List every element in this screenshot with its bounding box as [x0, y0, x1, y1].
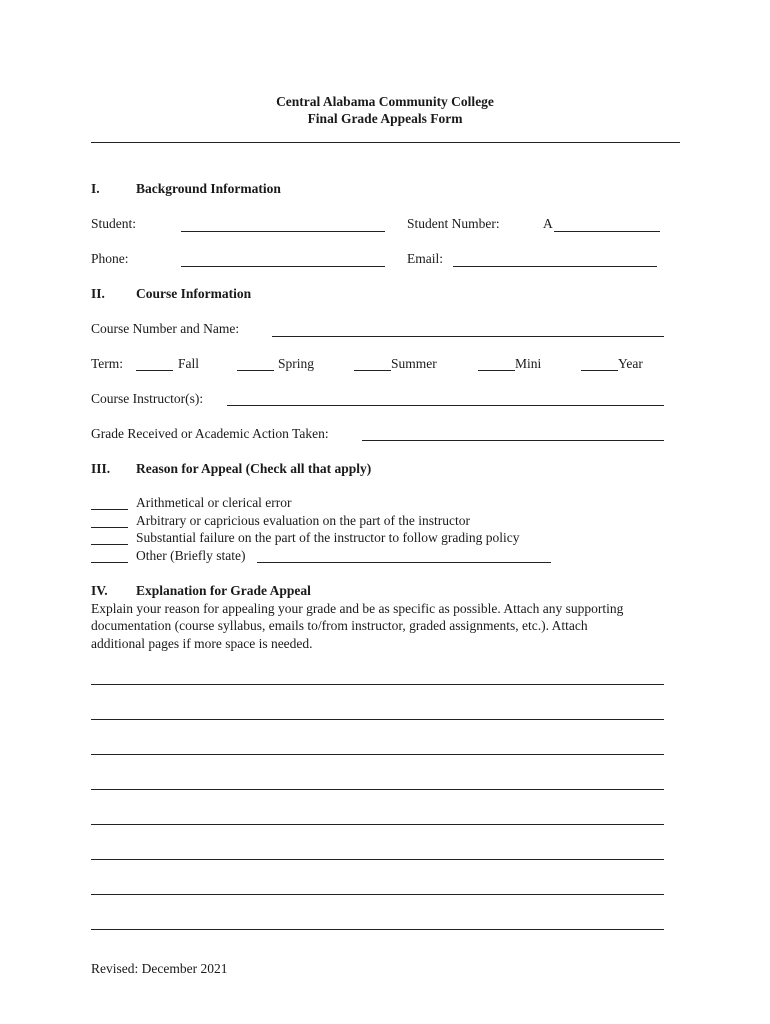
instructor-field[interactable] [227, 405, 664, 406]
term-summer-blank[interactable] [354, 370, 391, 371]
grade-label: Grade Received or Academic Action Taken: [91, 426, 329, 441]
student-number-field[interactable] [554, 231, 660, 232]
section-3-title: Reason for Appeal (Check all that apply) [136, 461, 372, 476]
explanation-line[interactable] [91, 894, 664, 895]
email-field[interactable] [453, 266, 657, 267]
phone-field[interactable] [181, 266, 385, 267]
section-4-number: IV. [91, 583, 108, 598]
section-1-number: I. [91, 181, 100, 196]
course-field[interactable] [272, 336, 664, 337]
term-label: Term: [91, 356, 124, 371]
reason-4: Other (Briefly state) [136, 548, 246, 563]
section-4-title: Explanation for Grade Appeal [136, 583, 311, 598]
term-mini-blank[interactable] [478, 370, 515, 371]
instructor-label: Course Instructor(s): [91, 391, 204, 406]
college-name: Central Alabama Community College [276, 94, 494, 109]
instructions-line-3: additional pages if more space is needed. [91, 636, 313, 651]
term-mini-label: Mini [515, 356, 542, 371]
explanation-line[interactable] [91, 824, 664, 825]
reason-2: Arbitrary or capricious evaluation on the part of the instructor [136, 513, 471, 528]
grade-field[interactable] [362, 440, 664, 441]
reason-checkbox-2[interactable] [91, 527, 128, 528]
term-fall-blank[interactable] [136, 370, 173, 371]
student-field[interactable] [181, 231, 385, 232]
student-label: Student: [91, 216, 137, 231]
term-spring-blank[interactable] [237, 370, 274, 371]
revised-date: Revised: December 2021 [91, 961, 228, 976]
email-label: Email: [407, 251, 443, 266]
reason-3: Substantial failure on the part of the instructor to follow grading policy [136, 530, 520, 545]
reason-checkbox-1[interactable] [91, 509, 128, 510]
student-number-label: Student Number: [407, 216, 500, 231]
student-number-prefix: A [543, 216, 553, 231]
instructions-line-2: documentation (course syllabus, emails to/from instructor, graded assignments, etc.). Attach [91, 618, 588, 633]
term-summer-label: Summer [391, 356, 437, 371]
explanation-line[interactable] [91, 684, 664, 685]
term-year-blank[interactable] [581, 370, 618, 371]
other-reason-field[interactable] [257, 562, 551, 563]
instructions-line-1: Explain your reason for appealing your grade and be as specific as possible. Attach any supporting [91, 601, 624, 616]
explanation-line[interactable] [91, 754, 664, 755]
reason-checkbox-4[interactable] [91, 562, 128, 563]
phone-label: Phone: [91, 251, 129, 266]
section-2-title: Course Information [136, 286, 252, 301]
term-fall-label: Fall [178, 356, 200, 371]
section-3-number: III. [91, 461, 111, 476]
explanation-line[interactable] [91, 929, 664, 930]
explanation-line[interactable] [91, 789, 664, 790]
explanation-line[interactable] [91, 719, 664, 720]
form-title: Final Grade Appeals Form [307, 111, 463, 126]
term-spring-label: Spring [278, 356, 315, 371]
reason-1: Arithmetical or clerical error [136, 495, 292, 510]
reason-checkbox-3[interactable] [91, 544, 128, 545]
explanation-line[interactable] [91, 859, 664, 860]
section-2-number: II. [91, 286, 105, 301]
section-1-title: Background Information [136, 181, 281, 196]
course-label: Course Number and Name: [91, 321, 240, 336]
term-year-label: Year [618, 356, 643, 371]
header-divider [91, 142, 680, 143]
